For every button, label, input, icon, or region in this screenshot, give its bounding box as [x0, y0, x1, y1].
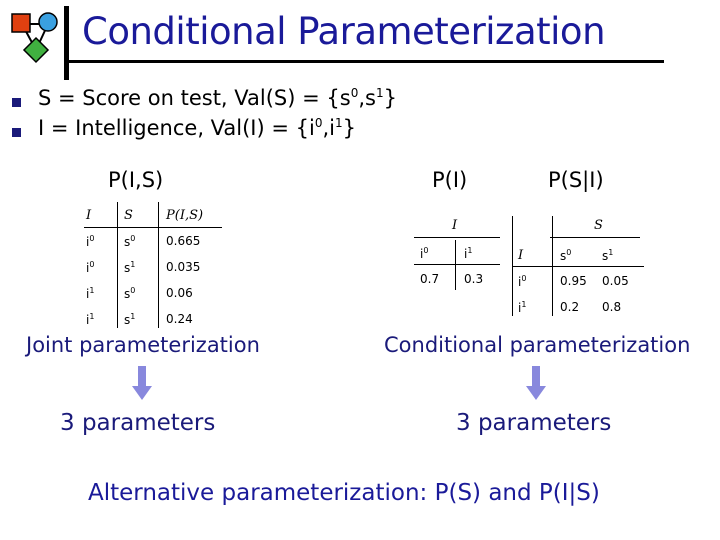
table-rule: [414, 264, 500, 265]
table-rule: [455, 240, 456, 290]
bullet-score: S = Score on test, $Val(S) = \{s^0,s^1\}$: [38, 86, 397, 110]
table-header-row: [86, 202, 218, 228]
cpd-heading: P(S|I): [548, 168, 604, 192]
table-header-row: $i^0$ $i^1$: [420, 245, 473, 261]
table-header-row: I $s^0$ $s^1$: [518, 242, 640, 268]
cond-var: I: [518, 247, 524, 263]
table-row: $i^0$ $s^0$ 0.665: [86, 228, 218, 254]
prob-cell: 0.95: [560, 274, 587, 288]
table-row: $i^1$ $s^0$ 0.06: [86, 280, 218, 306]
table-rule: [512, 216, 513, 316]
cpd-var: S: [594, 218, 603, 233]
table-row: $i^0$ $s^1$ 0.035: [86, 254, 218, 280]
network-logo-icon: [8, 8, 70, 70]
prob-cell: 0.7: [420, 272, 440, 286]
bullet-intelligence: I = Intelligence, $Val(I) = \{i^0,i^1\}$: [38, 116, 357, 140]
col-header: P(I,S): [166, 207, 204, 223]
col-header: I: [86, 207, 92, 223]
table-rule: [512, 266, 644, 267]
table-row: $i^1$ 0.2 0.8: [518, 294, 640, 320]
table-rule: [158, 202, 159, 328]
prob-cell: 0.06: [166, 286, 193, 300]
col-header: S: [124, 207, 133, 223]
table-rule: [550, 237, 640, 238]
prior-var: I: [452, 218, 458, 233]
joint-heading: P(I,S): [108, 168, 164, 192]
prior-table: [420, 240, 500, 292]
prob-cell: 0.05: [602, 274, 629, 288]
table-rule: [84, 227, 222, 228]
table-rule: [552, 216, 553, 316]
bullet-square-icon: [12, 128, 21, 137]
joint-params: 3 parameters: [60, 410, 216, 436]
page-title: Conditional Parameterization: [82, 10, 606, 53]
footer-text: Alternative parameterization: P(S) and P(I|S): [88, 480, 600, 506]
conditional-label: Conditional parameterization: [384, 333, 691, 357]
prob-cell: 0.8: [602, 300, 622, 314]
prior-heading: P(I): [432, 168, 468, 192]
down-arrow-icon: [132, 366, 152, 402]
table-row: [420, 266, 500, 292]
prob-cell: 0.24: [166, 312, 193, 326]
down-arrow-icon: [526, 366, 546, 402]
cpd-table: [518, 242, 640, 320]
prob-cell: 0.2: [560, 300, 580, 314]
title-underline: [66, 60, 664, 63]
bullet-square-icon: [12, 98, 21, 107]
joint-table: [86, 202, 218, 332]
prob-cell: 0.035: [166, 260, 201, 274]
conditional-params: 3 parameters: [456, 410, 612, 436]
table-rule: [414, 237, 500, 238]
prob-cell: 0.665: [166, 234, 201, 248]
title-vertical-rule: [64, 6, 69, 80]
table-rule: [117, 202, 118, 328]
prob-cell: 0.3: [464, 272, 484, 286]
table-row: $i^1$ $s^1$ 0.24: [86, 306, 218, 332]
table-row: $i^0$ 0.95 0.05: [518, 268, 640, 294]
joint-label: Joint parameterization: [26, 333, 260, 357]
